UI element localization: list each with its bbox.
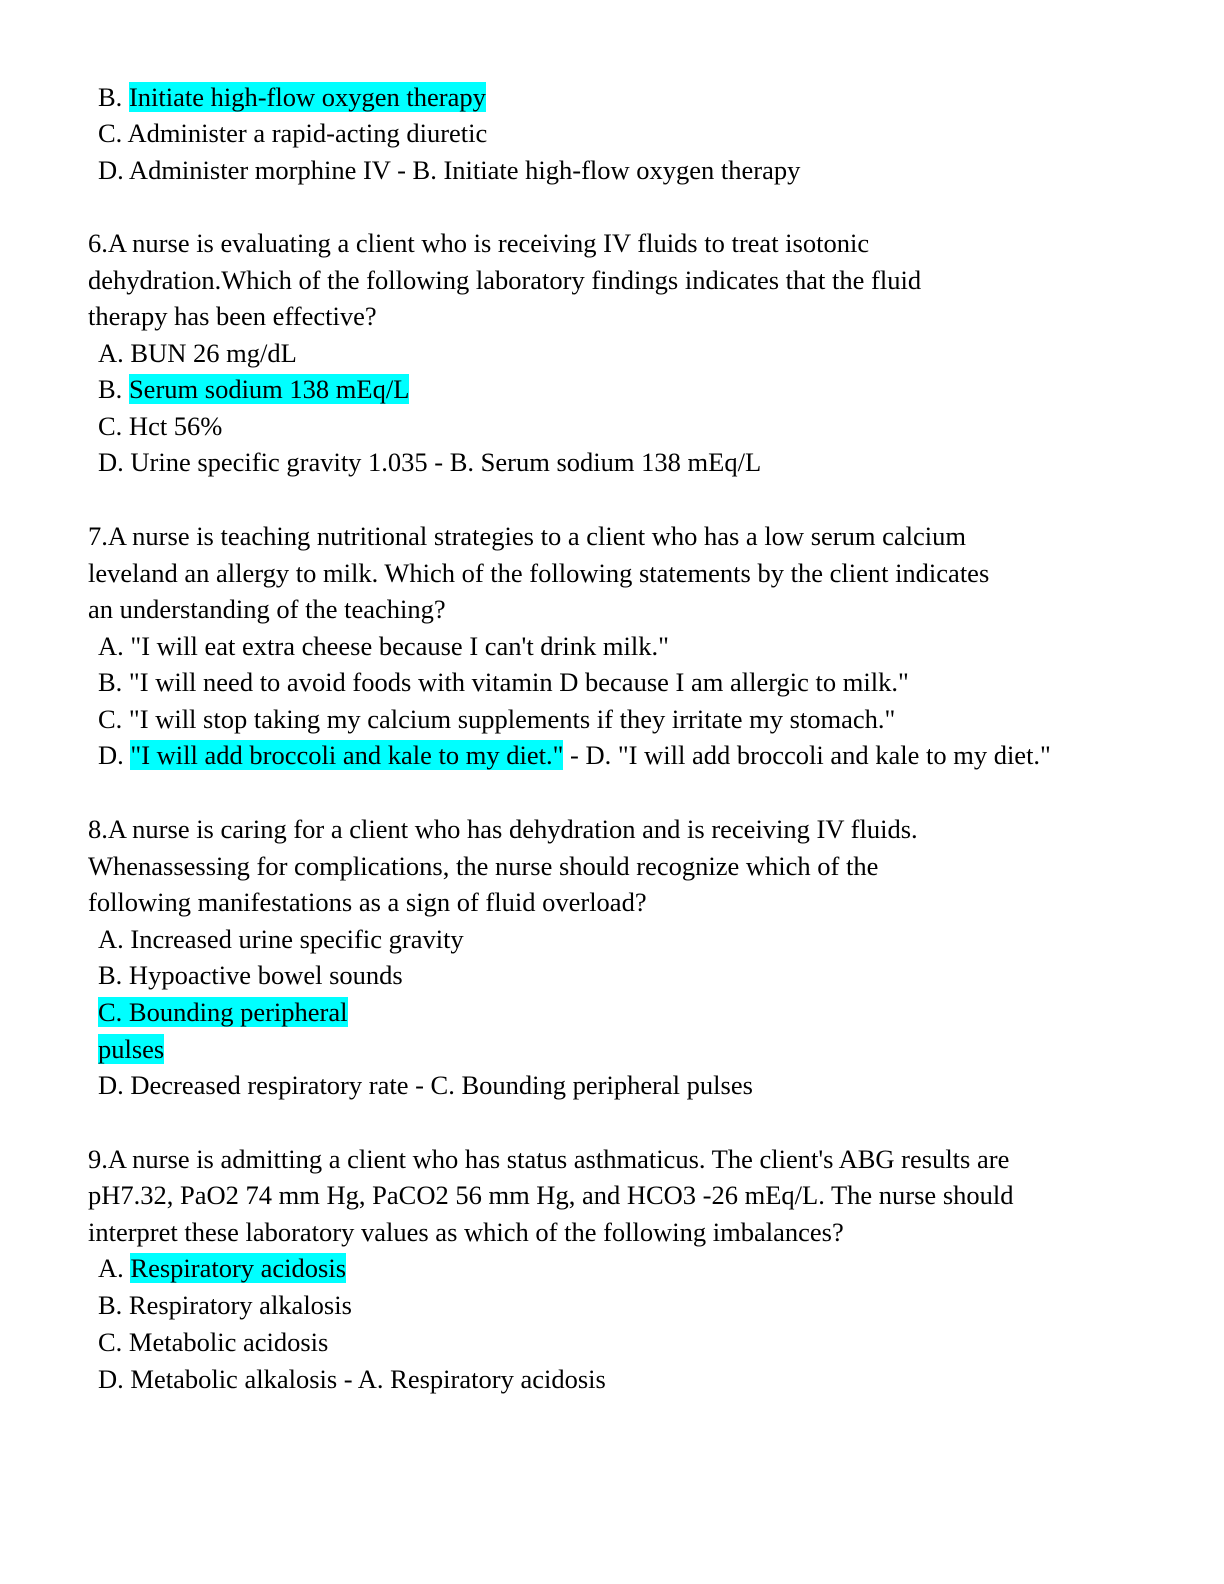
q8-stem-line-1: 8.A nurse is caring for a client who has dehydration and is receiving IV fluids. — [88, 814, 918, 844]
q6-stem-line-1: 6.A nurse is evaluating a client who is receiving IV fluids to treat isotonic — [88, 228, 870, 258]
q8-option-d: D. Decreased respiratory rate - C. Bounding peripheral pulses — [98, 1070, 753, 1100]
q7-option-d — [98, 740, 1051, 770]
q6-option-a: A. BUN 26 mg/dL — [98, 338, 297, 368]
q7-stem-line-2: leveland an allergy to milk. Which of the following statements by the client indicates — [88, 558, 990, 588]
q8-option-a: A. Increased urine specific gravity — [98, 924, 464, 954]
option-letter: B. — [98, 374, 129, 404]
q8-option-c-line-1 — [98, 997, 348, 1027]
q9-option-d: D. Metabolic alkalosis - A. Respiratory acidosis — [98, 1364, 606, 1394]
option-letter: D. — [98, 740, 131, 770]
q7-option-c: C. "I will stop taking my calcium supplements if they irritate my stomach." — [98, 704, 896, 734]
highlighted-answer: Initiate high-flow oxygen therapy — [128, 82, 486, 112]
q7-stem-line-3: an understanding of the teaching? — [88, 594, 446, 624]
q9-stem-line-2: pH7.32, PaO2 74 mm Hg, PaCO2 56 mm Hg, and HCO3 -26 mEq/L. The nurse should — [88, 1180, 1014, 1210]
q8-stem-line-2: Whenassessing for complications, the nurse should recognize which of the — [88, 851, 879, 881]
q6-option-c: C. Hct 56% — [98, 411, 223, 441]
q7-option-a: A. "I will eat extra cheese because I can't drink milk." — [98, 631, 669, 661]
q8-option-b: B. Hypoactive bowel sounds — [98, 960, 403, 990]
q5-option-b — [98, 82, 486, 112]
q9-stem-line-3: interpret these laboratory values as which of the following imbalances? — [88, 1217, 844, 1247]
q9-option-b: B. Respiratory alkalosis — [98, 1290, 352, 1320]
q7-stem-line-1: 7.A nurse is teaching nutritional strategies to a client who has a low serum calcium — [88, 521, 966, 551]
highlighted-answer: pulses — [98, 1034, 165, 1064]
option-letter: B. — [98, 82, 129, 112]
q6-stem-line-3: therapy has been effective? — [88, 301, 377, 331]
answer-key: - D. "I will add broccoli and kale to my diet." — [563, 740, 1051, 770]
highlighted-answer: "I will add broccoli and kale to my diet." — [130, 740, 564, 770]
q5-option-c: C. Administer a rapid-acting diuretic — [98, 118, 488, 148]
q8-option-c-line-2 — [98, 1034, 164, 1064]
q6-stem-line-2: dehydration.Which of the following laboratory findings indicates that the fluid — [88, 265, 922, 295]
q9-option-a — [98, 1253, 346, 1283]
q7-option-b: B. "I will need to avoid foods with vitamin D because I am allergic to milk." — [98, 667, 909, 697]
highlighted-answer: Respiratory acidosis — [130, 1253, 347, 1283]
q9-option-c: C. Metabolic acidosis — [98, 1327, 329, 1357]
q6-option-d: D. Urine specific gravity 1.035 - B. Serum sodium 138 mEq/L — [98, 447, 762, 477]
q6-option-b — [98, 374, 409, 404]
option-letter: A. — [98, 1253, 131, 1283]
highlighted-answer: C. Bounding peripheral — [98, 997, 348, 1027]
q8-stem-line-3: following manifestations as a sign of fluid overload? — [88, 887, 647, 917]
q9-stem-line-1: 9.A nurse is admitting a client who has status asthmaticus. The client's ABG results are — [88, 1144, 1010, 1174]
q5-option-d: D. Administer morphine IV - B. Initiate high-flow oxygen therapy — [98, 155, 801, 185]
highlighted-answer: Serum sodium 138 mEq/L — [128, 374, 410, 404]
